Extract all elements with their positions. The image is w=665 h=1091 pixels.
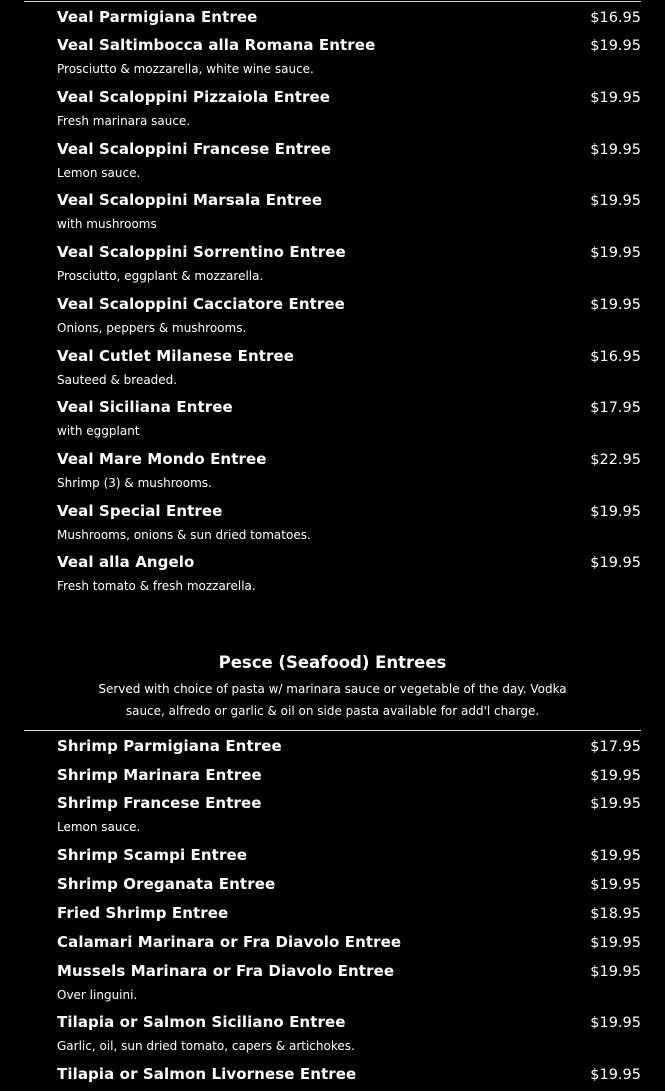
menu-item-price: $19.95: [590, 877, 641, 893]
menu-item-price: $17.95: [590, 400, 641, 416]
menu-item-price: $19.95: [590, 193, 641, 209]
menu-item[interactable]: [57, 845, 641, 866]
menu-item-price: $17.95: [590, 739, 641, 755]
menu-item[interactable]: [57, 1064, 641, 1085]
section-divider: [24, 1, 641, 2]
menu-item-name: Shrimp Scampi Entree: [57, 846, 247, 864]
menu-item-name: Veal Scaloppini Pizzaiola Entree: [57, 88, 331, 106]
menu-item-price: $19.95: [590, 1067, 641, 1083]
menu-item[interactable]: [57, 346, 641, 388]
menu-item-price: $19.95: [590, 964, 641, 980]
section-divider: [24, 730, 641, 731]
menu-item-name: Veal Mare Mondo Entree: [57, 450, 267, 468]
menu-item-price: $19.95: [590, 245, 641, 261]
menu-item-price: $19.95: [590, 142, 641, 158]
menu-item[interactable]: [57, 242, 641, 284]
menu-item-description: Garlic, oil, sun dried tomato, capers & artichokes.: [57, 1039, 355, 1053]
menu-item-price: $19.95: [590, 38, 641, 54]
menu-item-price: $19.95: [590, 796, 641, 812]
menu-item-name: Veal Scaloppini Marsala Entree: [57, 191, 323, 209]
menu-item[interactable]: [57, 397, 641, 439]
menu-item-name: Shrimp Francese Entree: [57, 794, 262, 812]
menu-item-description: with eggplant: [57, 424, 140, 438]
menu-item-name: Tilapia or Salmon Livornese Entree: [57, 1065, 357, 1083]
menu-item-price: $16.95: [590, 10, 641, 26]
menu-item-description: Over linguini.: [57, 988, 138, 1002]
menu-item[interactable]: [57, 449, 641, 491]
menu-item-description: Sauteed & breaded.: [57, 373, 178, 387]
menu-item-description: Prosciutto & mozzarella, white wine sauce.: [57, 62, 314, 76]
menu-item-name: Veal Cutlet Milanese Entree: [57, 347, 295, 365]
menu-item-name: Veal Siciliana Entree: [57, 398, 233, 416]
menu-item[interactable]: [57, 501, 641, 543]
menu-item-price: $19.95: [590, 90, 641, 106]
menu-item-description: Lemon sauce.: [57, 820, 141, 834]
menu-item-description: Fresh marinara sauce.: [57, 114, 191, 128]
menu-item-price: $18.95: [590, 906, 641, 922]
menu-item-price: $19.95: [590, 848, 641, 864]
menu-item-name: Mussels Marinara or Fra Diavolo Entree: [57, 962, 395, 980]
section-title: Pesce (Seafood) Entrees: [218, 653, 447, 672]
menu-item-name: Tilapia or Salmon Siciliano Entree: [57, 1013, 346, 1031]
menu-item-name: Calamari Marinara or Fra Diavolo Entree: [57, 933, 402, 951]
menu-item-description: Prosciutto, eggplant & mozzarella.: [57, 269, 264, 283]
menu-item[interactable]: [57, 139, 641, 181]
menu-item[interactable]: [57, 294, 641, 336]
menu-item-name: Veal Special Entree: [57, 502, 223, 520]
menu-item-price: $19.95: [590, 504, 641, 520]
menu-item-name: Fried Shrimp Entree: [57, 904, 229, 922]
menu-item-price: $19.95: [590, 297, 641, 313]
menu-item-price: $19.95: [590, 555, 641, 571]
section-note-line: sauce, alfredo or garlic & oil on side pasta available for add'l charge.: [125, 704, 540, 718]
menu-item-price: $16.95: [590, 349, 641, 365]
menu-item-description: with mushrooms: [57, 217, 157, 231]
menu-item-description: Lemon sauce.: [57, 166, 141, 180]
menu-item[interactable]: [57, 552, 641, 594]
menu-item[interactable]: [57, 7, 641, 28]
menu-item[interactable]: [57, 961, 641, 1003]
menu-item-name: Shrimp Oreganata Entree: [57, 875, 276, 893]
menu-item-price: $19.95: [590, 768, 641, 784]
section-note-line: Served with choice of pasta w/ marinara sauce or vegetable of the day. Vodka: [98, 682, 567, 696]
menu-item[interactable]: [57, 874, 641, 895]
menu-item-name: Veal Parmigiana Entree: [57, 8, 258, 26]
menu-item-name: Veal Scaloppini Sorrentino Entree: [57, 243, 346, 261]
menu-item-name: Veal Scaloppini Cacciatore Entree: [57, 295, 345, 313]
menu-item[interactable]: [57, 932, 641, 953]
menu-item[interactable]: [57, 87, 641, 129]
menu-item-name: Veal alla Angelo: [57, 553, 195, 571]
menu-item-name: Veal Saltimbocca alla Romana Entree: [57, 36, 376, 54]
menu-item[interactable]: [57, 903, 641, 924]
menu-item-name: Shrimp Parmigiana Entree: [57, 737, 282, 755]
menu-item-description: Mushrooms, onions & sun dried tomatoes.: [57, 528, 311, 542]
menu-item-description: Fresh tomato & fresh mozzarella.: [57, 579, 256, 593]
section-note: [90, 678, 575, 722]
menu-item[interactable]: [57, 1012, 641, 1054]
menu-item-name: Veal Scaloppini Francese Entree: [57, 140, 332, 158]
menu-item-price: $22.95: [590, 452, 641, 468]
menu-item[interactable]: [57, 793, 641, 835]
menu-item[interactable]: [57, 765, 641, 786]
menu-item[interactable]: [57, 190, 641, 232]
menu-item-price: $19.95: [590, 935, 641, 951]
menu-item[interactable]: [57, 736, 641, 757]
menu-item-description: Shrimp (3) & mushrooms.: [57, 476, 212, 490]
menu-item[interactable]: [57, 35, 641, 77]
menu-item-price: $19.95: [590, 1015, 641, 1031]
menu-item-description: Onions, peppers & mushrooms.: [57, 321, 247, 335]
menu-item-name: Shrimp Marinara Entree: [57, 766, 262, 784]
